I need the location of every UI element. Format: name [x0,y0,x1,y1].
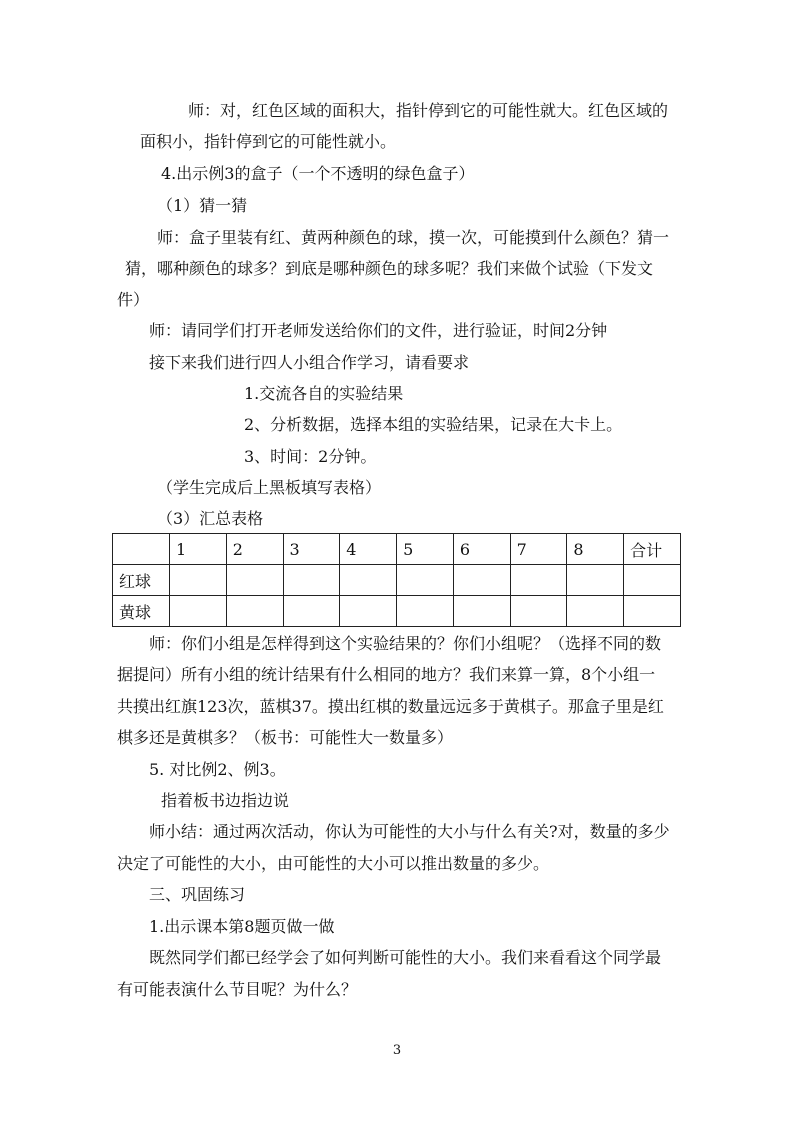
table-cell [510,596,567,627]
table-cell [226,565,283,596]
paragraph-line: 2、分析数据，选择本组的实验结果，记录在大卡上。 [244,415,623,434]
table-cell [340,596,397,627]
paragraph-line: 三、巩固练习 [149,885,246,904]
table-cell [170,596,227,627]
paragraph-line: 师小结：通过两次活动，你认为可能性的大小与什么有关?对，数量的多少 [149,822,670,841]
table-cell: 5 [397,534,454,565]
table-cell [510,565,567,596]
table-cell: 合计 [624,534,681,565]
table-cell [397,565,454,596]
page-number: 3 [392,1043,402,1058]
paragraph-line: 1.出示课本第8题页做一做 [149,917,335,936]
table-header-row [113,534,681,565]
paragraph-line: 指着板书边指边说 [161,791,290,810]
paragraph-line: 师：你们小组是怎样得到这个实验结果的？你们小组呢？（选择不同的数 [149,634,662,653]
table-row [113,565,681,596]
table-cell: 3 [283,534,340,565]
paragraph-line: （3）汇总表格 [157,509,264,528]
paragraph-line: 师：盒子里装有红、黄两种颜色的球，摸一次，可能摸到什么颜色？猜一 [157,228,670,247]
paragraph-line: 决定了可能性的大小，由可能性的大小可以推出数量的多少。 [117,854,550,873]
paragraph-line: 据提问）所有小组的统计结果有什么相同的地方？我们来算一算，8个小组一 [117,665,656,684]
table-cell [340,565,397,596]
table-cell: 2 [226,534,283,565]
table-cell [624,596,681,627]
paragraph-line: 既然同学们都已经学会了如何判断可能性的大小。我们来看看这个同学最 [149,948,662,967]
table-cell [283,596,340,627]
table-cell [283,565,340,596]
table-cell [453,565,510,596]
paragraph-line: 师：对，红色区域的面积大，指针停到它的可能性就大。红色区域的 [188,101,669,120]
paragraph-line: 1.交流各自的实验结果 [244,384,404,403]
paragraph-line: 件） [117,290,150,309]
paragraph-line: 4.出示例3的盒子（一个不透明的绿色盒子） [161,164,475,183]
paragraph-line: 师：请同学们打开老师发送给你们的文件，进行验证，时间2分钟 [149,321,608,340]
table-cell: 6 [453,534,510,565]
paragraph-line: （学生完成后上黑板填写表格） [157,478,382,497]
summary-table [112,533,681,627]
table-row [113,596,681,627]
table-cell: 8 [567,534,624,565]
paragraph-line: 共摸出红旗123次，蓝棋37。摸出红棋的数量远远多于黄棋子。那盒子里是红 [117,697,664,716]
paragraph-line: 3、时间：2分钟。 [244,447,377,466]
paragraph-line: 面积小，指针停到它的可能性就小。 [140,132,397,151]
paragraph-line: 有可能表演什么节目呢？为什么？ [117,980,358,999]
table-cell [567,596,624,627]
table-cell: 红球 [113,565,170,596]
paragraph-line: 5. 对比例2、例3。 [149,760,286,779]
table-cell [226,596,283,627]
paragraph-line: 棋多还是黄棋多？（板书：可能性大一数量多） [117,728,454,747]
table-cell [113,534,170,565]
table-cell [397,596,454,627]
paragraph-line: 接下来我们进行四人小组合作学习，请看要求 [149,353,470,372]
table-cell [624,565,681,596]
table-cell [567,565,624,596]
paragraph-line: （1）猜一猜 [157,196,248,215]
table-cell: 7 [510,534,567,565]
table-cell: 4 [340,534,397,565]
table-cell [453,596,510,627]
table-cell: 黄球 [113,596,170,627]
table-cell: 1 [170,534,227,565]
paragraph-line: 猜，哪种颜色的球多？到底是哪种颜色的球多呢？我们来做个试验（下发文 [125,259,654,278]
table-cell [170,565,227,596]
